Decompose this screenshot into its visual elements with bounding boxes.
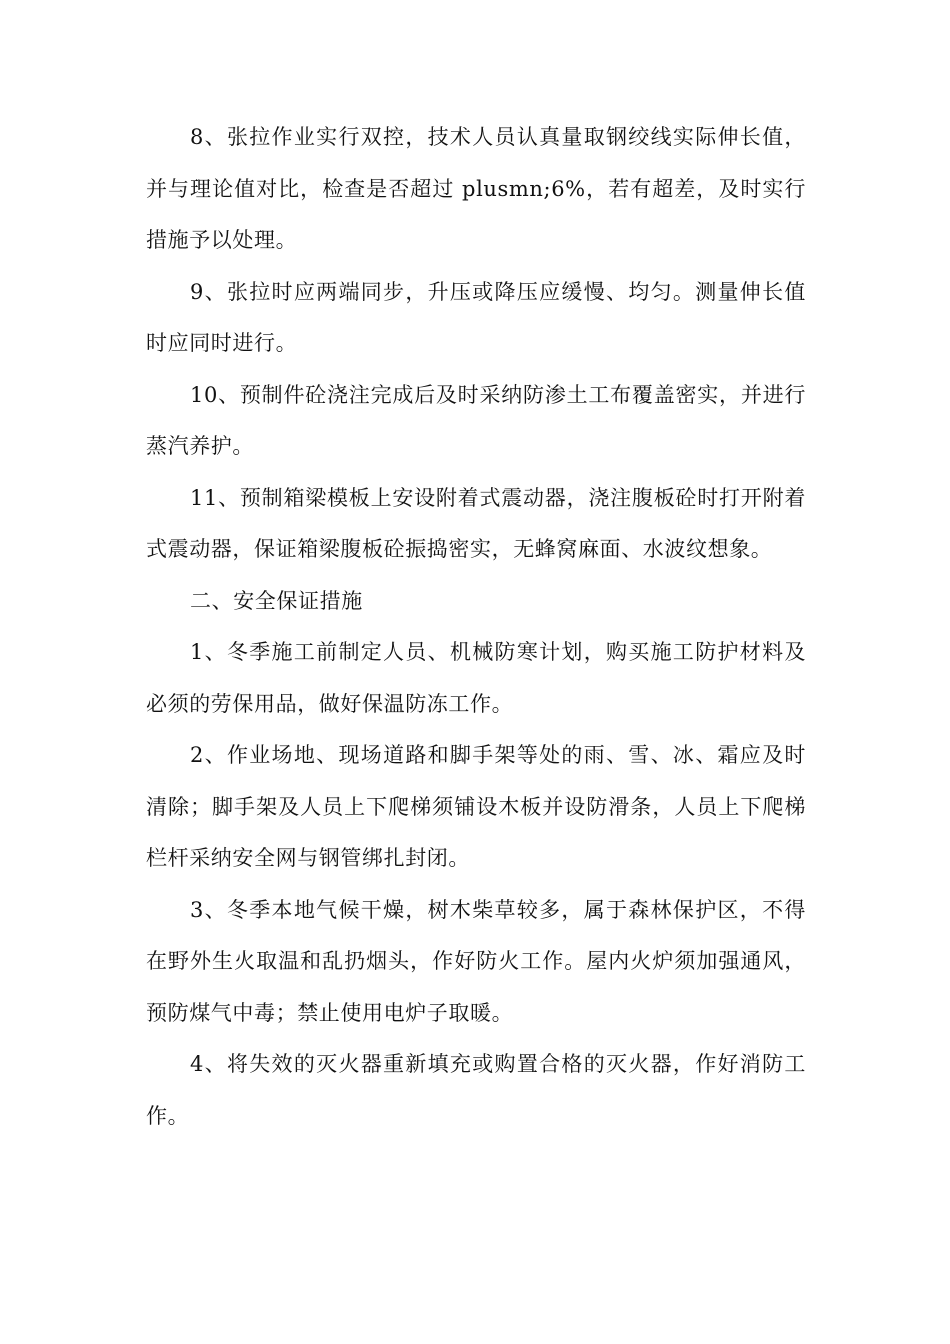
paragraph-item-8: 8、张拉作业实行双控，技术人员认真量取钢绞线实际伸长值，并与理论值对比，检查是否超过 plusmn;6%，若有超差，及时实行措施予以处理。 bbox=[146, 125, 806, 252]
paragraph-safety-4: 4、将失效的灭火器重新填充或购置合格的灭火器，作好消防工作。 bbox=[146, 1052, 806, 1128]
section-heading-safety: 二、安全保证措施 bbox=[190, 588, 363, 613]
document-body bbox=[146, 112, 806, 1142]
paragraph-item-11: 11、预制箱梁模板上安设附着式震动器，浇注腹板砼时打开附着式震动器，保证箱梁腹板砼振捣密实，无蜂窝麻面、水波纹想象。 bbox=[146, 485, 806, 561]
paragraph-safety-3: 3、冬季本地气候干燥，树木柴草较多，属于森林保护区，不得在野外生火取温和乱扔烟头，作好防火工作。屋内火炉须加强通风，预防煤气中毒；禁止使用电炉子取暖。 bbox=[146, 897, 806, 1025]
paragraph-safety-1: 1、冬季施工前制定人员、机械防寒计划，购买施工防护材料及必须的劳保用品，做好保温防冻工作。 bbox=[146, 640, 806, 716]
paragraph-item-9: 9、张拉时应两端同步，升压或降压应缓慢、均匀。测量伸长值时应同时进行。 bbox=[146, 279, 806, 355]
paragraph-safety-2: 2、作业场地、现场道路和脚手架等处的雨、雪、冰、霜应及时清除；脚手架及人员上下爬梯须铺设木板并设防滑条，人员上下爬梯栏杆采纳安全网与钢管绑扎封闭。 bbox=[146, 743, 806, 870]
paragraph-item-10: 10、预制件砼浇注完成后及时采纳防渗土工布覆盖密实，并进行蒸汽养护。 bbox=[146, 382, 806, 458]
